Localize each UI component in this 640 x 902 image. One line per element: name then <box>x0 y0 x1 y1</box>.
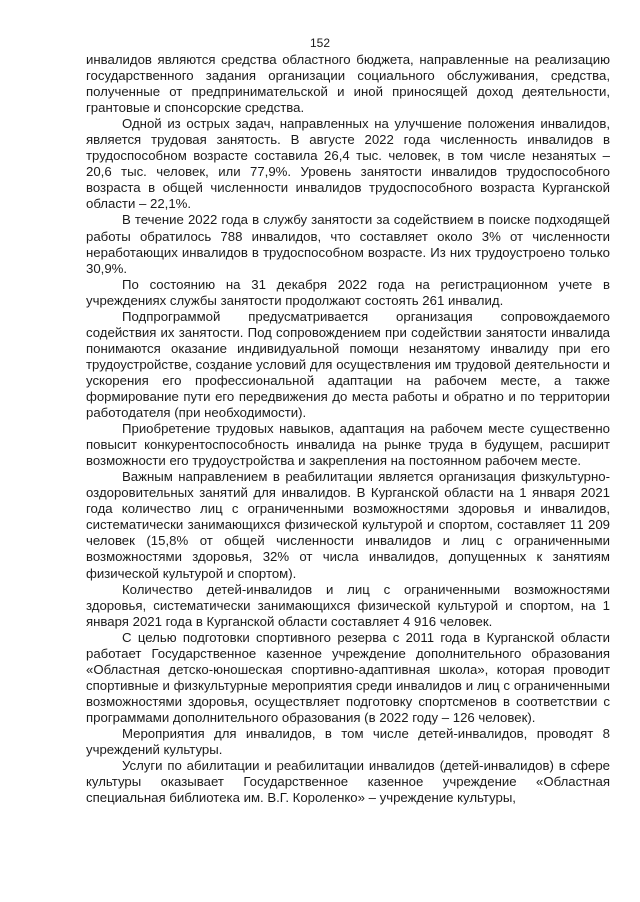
page-number: 152 <box>309 36 331 50</box>
paragraph-funding-sources: инвалидов являются средства областного бюджета, направленные на реализацию государственного задания организации социального обслуживания, средства, полученные от предпринимательской и иной приносящей доход деятельности, грантовые и спонсорские средства. <box>86 52 610 116</box>
paragraph-supported-employment: Подпрограммой предусматривается организация сопровождаемого содействия их занятости. Под сопровождением при содействии занятости инвалида понимаются оказание индивидуальной помощи незанятому инвалиду при его трудоустройстве, создание условий для осуществления им трудовой деятельности и ускорения его профессиональной адаптации на рабочем месте, а также формирование пути его передвижения до места работы и обратно и по территории работодателя (при необходимости). <box>86 308 610 421</box>
body-text <box>86 52 610 806</box>
paragraph-children-sports: Количество детей-инвалидов и лиц с ограниченными возможностями здоровья, систематически занимающихся физической культурой и спортом, на 1 января 2021 года в Курганской области составляет 4 916 человек. <box>86 581 610 629</box>
paragraph-culture-institutions: Мероприятия для инвалидов, в том числе детей-инвалидов, проводят 8 учреждений культуры. <box>86 725 610 758</box>
paragraph-sports-school: С целью подготовки спортивного резерва с 2011 года в Курганской области работает Государственное казенное учреждение дополнительного образования «Областная детско-юношеская спортивно-адаптивная школа», которая проводит спортивные и физкультурные мероприятия среди инвалидов и лиц с ограниченными возможностями здоровья, осуществляет подготовку спортсменов в соответствии с программами дополнительного образования (в 2022 году – 126 человек). <box>86 629 610 725</box>
paragraph-physical-culture: Важным направлением в реабилитации является организация физкультурно-оздоровительных занятий для инвалидов. В Курганской области на 1 января 2021 года количество лиц с ограниченными возможностями здоровья и инвалидов, систематически занимающихся физической культурой и спортом, составляет 11 209 человек (15,8% от общей численности инвалидов и лиц с ограниченными возможностями здоровья, 32% от числа инвалидов, допущенных к занятиям физической культурой и спортом). <box>86 469 610 581</box>
paragraph-work-skills: Приобретение трудовых навыков, адаптация на рабочем месте существенно повысит конкурентоспособность инвалида на рынке труда в будущем, расширит возможности его трудоустройства и закрепления на постоянном рабочем месте. <box>86 421 610 469</box>
paragraph-employment-service-2022: В течение 2022 года в службу занятости за содействием в поиске подходящей работы обратилось 788 инвалидов, что составляет около 3% от численности неработающих инвалидов в трудоспособном возрасте. Из них трудоустроено только 30,9%. <box>86 212 610 276</box>
paragraph-rehabilitation-culture: Услуги по абилитации и реабилитации инвалидов (детей-инвалидов) в сфере культуры оказывает Государственное казенное учреждение «Областная специальная библиотека им. В.Г. Короленко» – учреждение культуры, <box>86 758 610 806</box>
paragraph-employment-statistics: Одной из острых задач, направленных на улучшение положения инвалидов, является трудовая занятость. В августе 2022 года численность инвалидов в трудоспособном возрасте составила 26,4 тыс. человек, в том числе незанятых – 20,6 тыс. человек, или 77,9%. Уровень занятости инвалидов трудоспособного возраста в общей численности инвалидов трудоспособного возраста Курганской области – 22,1%. <box>86 116 610 212</box>
paragraph-registration-status: По состоянию на 31 декабря 2022 года на регистрационном учете в учреждениях службы занятости продолжают состоять 261 инвалид. <box>86 276 610 308</box>
